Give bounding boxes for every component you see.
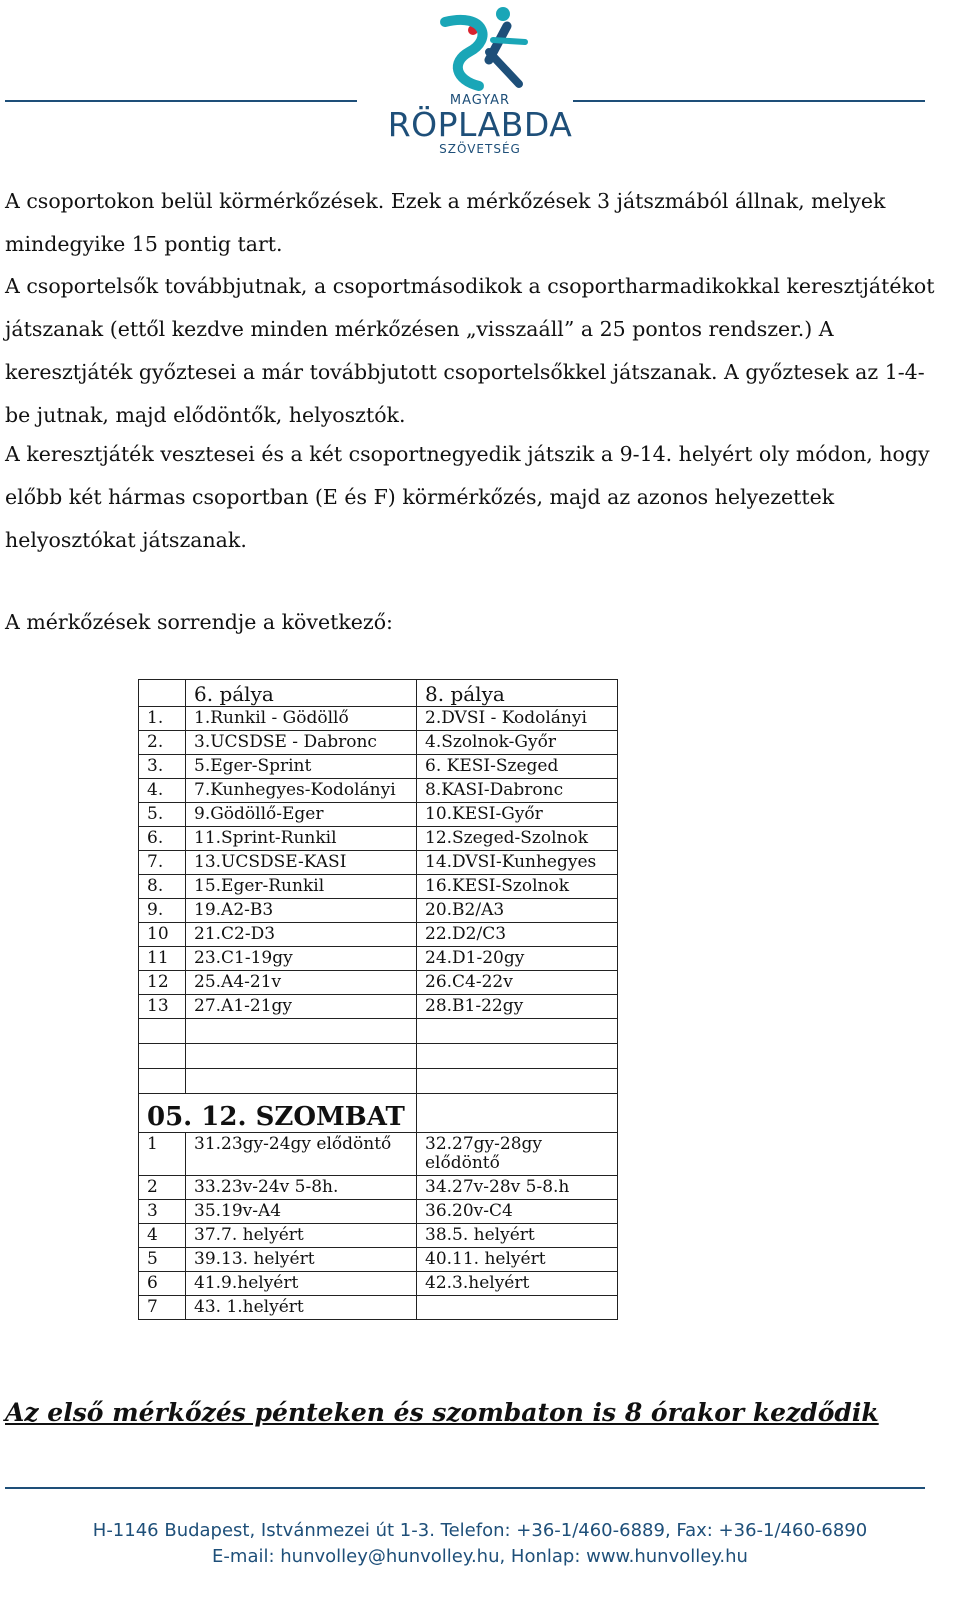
cell-court6 — [186, 1044, 417, 1069]
header-cell-court8: 8. pálya — [417, 680, 618, 707]
table-row — [139, 827, 618, 851]
cell-index: 8. — [139, 875, 186, 899]
table-row — [139, 1224, 618, 1248]
cell-court8: 10.KESI-Győr — [417, 803, 618, 827]
table-row — [139, 875, 618, 899]
table-day-row — [139, 1094, 618, 1133]
paragraph-order-intro: A mérkőzések sorrendje a következő: — [5, 610, 393, 634]
cell-index: 4 — [139, 1224, 186, 1248]
cell-court6: 39.13. helyért — [186, 1248, 417, 1272]
cell-court8: 34.27v-28v 5-8.h — [417, 1176, 618, 1200]
table-row — [139, 779, 618, 803]
cell-court6: 9.Gödöllő-Eger — [186, 803, 417, 827]
table-row — [139, 1272, 618, 1296]
cell-court8: 20.B2/A3 — [417, 899, 618, 923]
cell-court6: 7.Kunhegyes-Kodolányi — [186, 779, 417, 803]
footer-rule — [5, 1487, 925, 1489]
cell-index: 7. — [139, 851, 186, 875]
cell-court8: 38.5. helyért — [417, 1224, 618, 1248]
paragraph-crossover: A csoportelsők továbbjutnak, a csoportmásodikok a csoportharmadikokkal keresztjátékot játszanak (ettől kezdve minden mérkőzésen „visszaáll” a 25 pontos rendszer.) A keresztjáték győztesei a már továbbjutott csoportelsőkkel játszanak. A győztesek az 1-4-be jutnak, majd elődöntők, helyosztók. — [5, 274, 935, 427]
cell-court8: 36.20v-C4 — [417, 1200, 618, 1224]
cell-court8 — [417, 1296, 618, 1320]
table-row — [139, 851, 618, 875]
cell-court6 — [186, 1019, 417, 1044]
table-row — [139, 1200, 618, 1224]
cell-court6: 25.A4-21v — [186, 971, 417, 995]
cell-court8: 28.B1-22gy — [417, 995, 618, 1019]
cell-index: 6 — [139, 1272, 186, 1296]
cell-index: 9. — [139, 899, 186, 923]
cell-court6: 43. 1.helyért — [186, 1296, 417, 1320]
table-row — [139, 899, 618, 923]
cell-index: 7 — [139, 1296, 186, 1320]
cell-index: 12 — [139, 971, 186, 995]
cell-index: 3 — [139, 1200, 186, 1224]
cell-court6: 21.C2-D3 — [186, 923, 417, 947]
cell-court6: 37.7. helyért — [186, 1224, 417, 1248]
logo-text-magyar: MAGYAR — [449, 93, 511, 108]
cell-court6: 1.Runkil - Gödöllő — [186, 707, 417, 731]
cell-court6: 27.A1-21gy — [186, 995, 417, 1019]
cell-court6: 19.A2-B3 — [186, 899, 417, 923]
footer-contact: E-mail: hunvolley@hunvolley.hu, Honlap: www.hunvolley.hu — [212, 1546, 748, 1567]
match-schedule-table — [138, 679, 618, 1320]
cell-court6: 33.23v-24v 5-8h. — [186, 1176, 417, 1200]
cell-court8: 26.C4-22v — [417, 971, 618, 995]
logo-text-roplabda: RÖPLABDA — [387, 105, 573, 144]
table-row — [139, 923, 618, 947]
cell-court8 — [417, 1019, 618, 1044]
cell-court8: 24.D1-20gy — [417, 947, 618, 971]
cell-index — [139, 1044, 186, 1069]
cell-court8 — [417, 1044, 618, 1069]
federation-logo — [370, 0, 590, 170]
table-row — [139, 1133, 618, 1176]
start-time-note: Az első mérkőzés pénteken és szombaton is 8 órakor kezdődik — [5, 1398, 879, 1427]
cell-court8: 16.KESI-Szolnok — [417, 875, 618, 899]
cell-court8: 32.27gy-28gy elődöntő — [417, 1133, 618, 1176]
day-label: 05. 12. SZOMBAT — [139, 1094, 417, 1133]
cell-court8: 4.Szolnok-Győr — [417, 731, 618, 755]
cell-index: 1. — [139, 707, 186, 731]
day-label-filler — [417, 1094, 618, 1133]
table-row — [139, 1248, 618, 1272]
table-row-empty — [139, 1019, 618, 1044]
footer-address: H-1146 Budapest, Istvánmezei út 1-3. Telefon: +36-1/460-6889, Fax: +36-1/460-6890 — [92, 1520, 868, 1541]
cell-index: 2. — [139, 731, 186, 755]
table-row — [139, 947, 618, 971]
cell-court8: 2.DVSI - Kodolányi — [417, 707, 618, 731]
cell-court6: 35.19v-A4 — [186, 1200, 417, 1224]
cell-court6: 5.Eger-Sprint — [186, 755, 417, 779]
cell-court8: 8.KASI-Dabronc — [417, 779, 618, 803]
cell-court6 — [186, 1069, 417, 1094]
table-row-empty — [139, 1044, 618, 1069]
cell-index: 10 — [139, 923, 186, 947]
cell-index: 2 — [139, 1176, 186, 1200]
cell-court8: 14.DVSI-Kunhegyes — [417, 851, 618, 875]
cell-court8: 12.Szeged-Szolnok — [417, 827, 618, 851]
cell-court8 — [417, 1069, 618, 1094]
volleyball-player-icon — [415, 0, 545, 95]
header-rule-right — [573, 100, 925, 102]
cell-court6: 13.UCSDSE-KASI — [186, 851, 417, 875]
table-row — [139, 1296, 618, 1320]
cell-index — [139, 1069, 186, 1094]
cell-court6: 41.9.helyért — [186, 1272, 417, 1296]
paragraph-placement: A keresztjáték vesztesei és a két csoportnegyedik játszik a 9-14. helyért oly módon, hogy előbb két hármas csoportban (E és F) körmérkőzés, majd az azonos helyezettek helyosztókat játszanak. — [5, 442, 930, 552]
cell-court8: 42.3.helyért — [417, 1272, 618, 1296]
cell-court6: 15.Eger-Runkil — [186, 875, 417, 899]
cell-court6: 31.23gy-24gy elődöntő — [186, 1133, 417, 1176]
table-row — [139, 971, 618, 995]
header-rule-left — [5, 100, 357, 102]
table-row — [139, 731, 618, 755]
table-row-empty — [139, 1069, 618, 1094]
header-cell-court6: 6. pálya — [186, 680, 417, 707]
cell-index: 11 — [139, 947, 186, 971]
cell-index: 5. — [139, 803, 186, 827]
cell-court8: 40.11. helyért — [417, 1248, 618, 1272]
table-row — [139, 1176, 618, 1200]
cell-index: 5 — [139, 1248, 186, 1272]
cell-index: 13 — [139, 995, 186, 1019]
table-row — [139, 707, 618, 731]
table-row — [139, 803, 618, 827]
cell-index: 3. — [139, 755, 186, 779]
header-cell-index — [139, 680, 186, 707]
cell-court6: 23.C1-19gy — [186, 947, 417, 971]
table-row — [139, 755, 618, 779]
cell-court8: 22.D2/C3 — [417, 923, 618, 947]
table-header-row — [139, 680, 618, 707]
cell-index — [139, 1019, 186, 1044]
cell-index: 4. — [139, 779, 186, 803]
cell-court8: 6. KESI-Szeged — [417, 755, 618, 779]
cell-index: 6. — [139, 827, 186, 851]
cell-court6: 3.UCSDSE - Dabronc — [186, 731, 417, 755]
paragraph-group-rules: A csoportokon belül körmérkőzések. Ezek a mérkőzések 3 játszmából állnak, melyek mindegyike 15 pontig tart. — [5, 189, 886, 256]
logo-text-szovetseg: SZÖVETSÉG — [439, 142, 521, 156]
cell-index: 1 — [139, 1133, 186, 1176]
table-row — [139, 995, 618, 1019]
cell-court6: 11.Sprint-Runkil — [186, 827, 417, 851]
